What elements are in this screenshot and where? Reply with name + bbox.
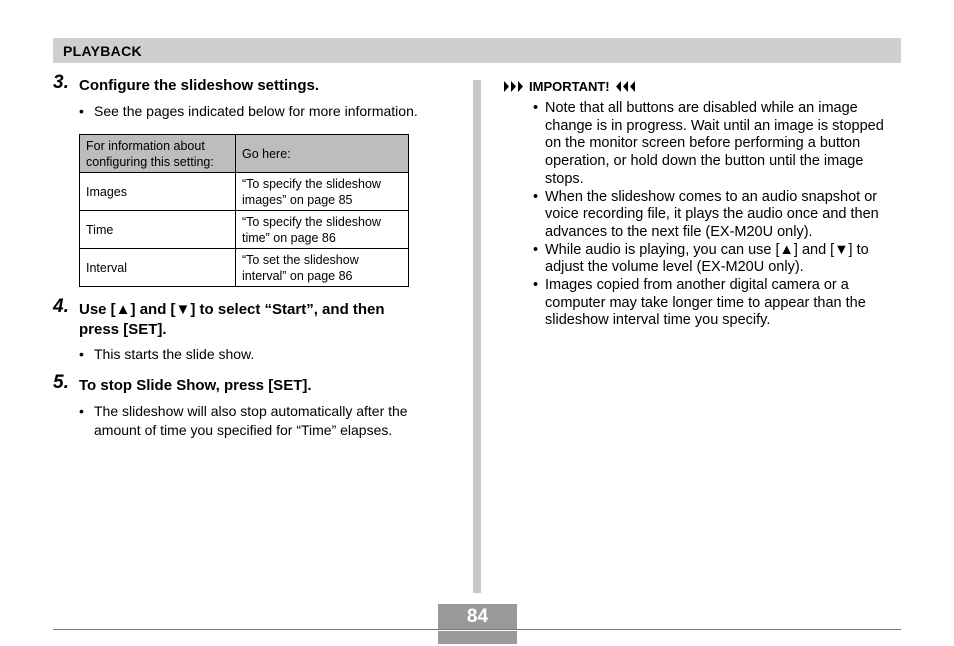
- left-column: [53, 72, 453, 121]
- settings-reference-table: [79, 134, 409, 287]
- list-item: • This starts the slide show.: [79, 346, 255, 362]
- step-text: [79, 300, 453, 340]
- bullet-text: While audio is playing, you can use [▲] and [▼] to adjust the volume level (EX-M20U only).: [545, 241, 869, 276]
- list-item: • Images copied from another digital camera or a computer may take longer time to appear than the slideshow interval time you specify.: [533, 277, 866, 329]
- table-cell: Images: [80, 173, 236, 211]
- table-cell: Time: [80, 211, 236, 249]
- important-label: IMPORTANT!: [529, 78, 610, 94]
- table-header-row: [80, 135, 409, 173]
- step-5: [53, 372, 453, 396]
- bullet-text: This starts the slide show.: [94, 346, 255, 362]
- list-item: • See the pages indicated below for more information.: [79, 103, 418, 119]
- bullet-text: When the slideshow comes to an audio snapshot or voice recording file, it plays the audio once and then advances to the next file (EX-M20U only).: [545, 188, 879, 240]
- table-header-cell: Go here:: [236, 135, 409, 173]
- table-cell: “To set the slideshow interval” on page 86: [236, 249, 409, 287]
- important-arrows-left-icon: [615, 80, 637, 93]
- step-text-line: press [SET].: [79, 321, 167, 338]
- bullet-text: Note that all buttons are disabled while an image change is in progress. Wait until an image is stopped on the monitor screen before performing a button operation, or hold down the button until the image stops.: [545, 100, 884, 187]
- bullet-text: See the pages indicated below for more information.: [94, 103, 418, 119]
- section-title: PLAYBACK: [63, 43, 142, 59]
- list-item: • The slideshow will also stop automatically after the amount of time you specified for “Time” elapses.: [79, 403, 408, 438]
- section-header-bar: [53, 38, 901, 63]
- table-header-cell: For information about configuring this setting:: [80, 135, 236, 173]
- page-number-tab: [438, 631, 517, 644]
- table-row: [80, 173, 409, 211]
- step-text-line: Use [▲] and [▼] to select “Start”, and then: [79, 301, 385, 318]
- bullet-text: Images copied from another digital camera or a computer may take longer time to appear than the slideshow interval time you specify.: [545, 277, 866, 329]
- table-row: [80, 249, 409, 287]
- step-4: [53, 296, 453, 340]
- step-number: 4.: [53, 296, 69, 317]
- important-arrows-right-icon: [503, 80, 525, 93]
- list-item: • When the slideshow comes to an audio snapshot or voice recording file, it plays the audio once and then advances to the next file (EX-M20U only).: [533, 188, 879, 240]
- page-number: 84: [438, 604, 517, 629]
- list-item: • Note that all buttons are disabled while an image change is in progress. Wait until an image is stopped on the monitor screen before performing a button operation, or hold down the button until the image stops.: [533, 100, 884, 187]
- step-text: Configure the slideshow settings.: [79, 77, 320, 94]
- footer-rule: [53, 629, 901, 630]
- table-row: [80, 211, 409, 249]
- step-3: [53, 72, 453, 96]
- list-item: • While audio is playing, you can use [▲] and [▼] to adjust the volume level (EX-M20U only).: [533, 241, 869, 276]
- important-heading: [503, 78, 903, 94]
- step-number: 3.: [53, 72, 69, 93]
- right-column: [503, 78, 903, 330]
- bullet-text: The slideshow will also stop automatically after the amount of time you specified for “Time” elapses.: [94, 403, 408, 438]
- table-cell: “To specify the slideshow time” on page 86: [236, 211, 409, 249]
- step-number: 5.: [53, 372, 69, 393]
- table-cell: “To specify the slideshow images” on page 85: [236, 173, 409, 211]
- table-cell: Interval: [80, 249, 236, 287]
- step-text: To stop Slide Show, press [SET].: [79, 377, 312, 394]
- column-divider: [473, 80, 481, 593]
- left-column-lower: [53, 296, 453, 440]
